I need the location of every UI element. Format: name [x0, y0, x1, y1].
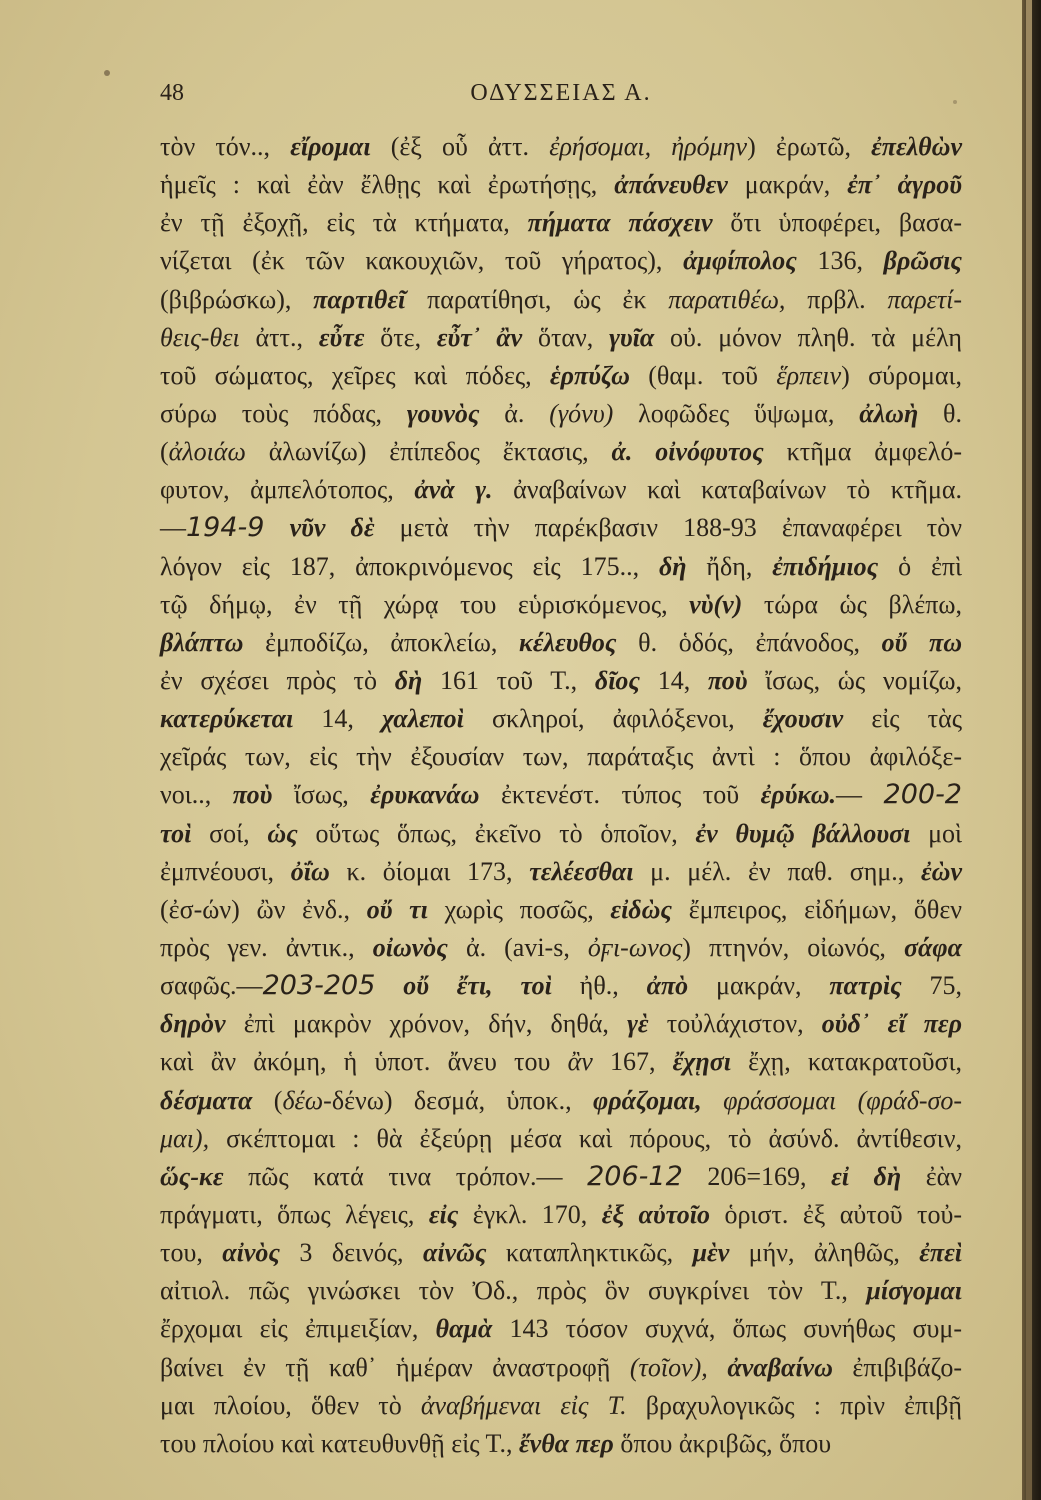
gloss-text: μακράν,	[688, 971, 830, 1001]
gloss-text: θ. ὁδός, ἐπάνοδος,	[616, 627, 882, 657]
lemma: ἐπελθὼν	[871, 132, 963, 161]
gloss-text: κτῆμα ἀμφελό-	[763, 437, 962, 467]
lemma: δέσματα	[160, 1085, 253, 1115]
gloss-text: μαι πλοίου, ὅθεν τὸ	[160, 1390, 421, 1420]
gloss-text: λοφῶδες ὕψωμα,	[613, 398, 860, 428]
lemma: γουνὸς	[406, 398, 480, 428]
text-line	[160, 1005, 962, 1043]
text-line	[160, 891, 962, 929]
lemma: ἐὼν	[921, 856, 963, 886]
running-title: ΟΔΥΣΣΕΙΑΣ Α.	[470, 80, 652, 106]
gloss-text	[375, 971, 403, 1000]
gloss-text: —	[160, 513, 186, 543]
gloss-text: σκέπτομαι : θὰ ἐξεύρῃ μέσα καὶ πόρους, τὸ ἀσύνδ. ἀντίθεσιν,	[209, 1123, 962, 1153]
gloss-text: 75,	[901, 971, 963, 1001]
gloss-text: ἕρπειν	[776, 360, 842, 390]
gloss-text: μ. μέλ. ἐν παθ. σημ.,	[633, 856, 921, 886]
gloss-text: ὀϝι-ωνος	[587, 932, 683, 962]
gloss-text: παρετί-	[887, 284, 963, 314]
lemma: ἐπεὶ	[919, 1238, 962, 1268]
gloss-text	[264, 513, 289, 542]
lemma: νῦν δὲ	[289, 513, 375, 543]
gloss-text: τοὐλάχιστον,	[648, 1009, 822, 1039]
lemma: ποὺ	[232, 780, 273, 810]
lemma: οὔ τι	[366, 894, 428, 924]
lemma: αἰνὸς	[222, 1238, 280, 1268]
verse-reference: 206-12	[587, 1160, 683, 1192]
text-line	[160, 1310, 962, 1348]
text-line	[160, 700, 962, 738]
gloss-text: νοι..,	[160, 780, 233, 810]
gloss-text: (θαμ. τοῦ	[629, 360, 777, 390]
gloss-text	[702, 1086, 723, 1115]
text-line	[160, 586, 962, 624]
lemma: ἀ. οἰνόφυτος	[611, 437, 764, 467]
verse-reference: 200-2	[883, 779, 962, 811]
text-line	[160, 281, 962, 319]
gloss-text: (ἐσ-ών) ὢν ἐνδ.,	[160, 894, 367, 924]
gloss-text: ἐν σχέσει πρὸς τὸ	[160, 665, 395, 695]
lemma: αἰνῶς	[422, 1238, 487, 1268]
gloss-text: (βιβρώσκω),	[160, 284, 314, 314]
lemma: βλάπτω	[160, 627, 244, 657]
lemma: κατερύκεται	[160, 704, 294, 734]
book-spine	[1022, 0, 1041, 1500]
gloss-text: καὶ ἂν ἀκόμη, ἡ ὑποτ. ἄνευ του	[160, 1047, 568, 1077]
gloss-text: ἐκτενέστ. τύπος τοῦ	[479, 780, 761, 810]
lemma: ὀΐω	[290, 856, 330, 886]
gloss-text: ἐν τῇ ἐξοχῇ, εἰς τὰ κτήματα,	[160, 208, 528, 238]
gloss-text	[708, 1353, 728, 1382]
gloss-text: ὁ ἐπὶ	[878, 551, 962, 581]
text-line	[160, 1272, 962, 1310]
gloss-text: φράσσομαι (φράδ-σο-	[723, 1085, 962, 1115]
text-line	[160, 815, 962, 853]
gloss-text: ἐμποδίζω, ἀποκλείω,	[243, 627, 520, 657]
gloss-text: θεις-θει	[160, 322, 240, 352]
lemma: βρῶσις	[883, 246, 962, 276]
gloss-text: ἀλοιάω	[168, 437, 246, 467]
page-number: 48	[160, 80, 184, 106]
lemma: οὐδ᾽ εἴ περ	[821, 1009, 962, 1039]
text-line	[160, 395, 962, 433]
text-line	[160, 548, 962, 586]
gloss-text: 206=169,	[682, 1161, 832, 1191]
lemma: γυῖα	[609, 322, 655, 352]
lemma: χαλεποὶ	[381, 704, 464, 734]
lemma: φράζομαι,	[593, 1085, 702, 1115]
gloss-text: πρὸς γεν. ἀντικ.,	[160, 932, 373, 962]
lemma: ἀνὰ γ.	[414, 475, 493, 505]
gloss-text: του πλοίου καὶ κατευθυνθῇ εἰς Τ.,	[160, 1428, 519, 1458]
gloss-text: ἀ. (avi-s,	[447, 932, 588, 962]
gloss-text: μαι),	[160, 1123, 210, 1153]
gloss-text: ὁριστ. ἐξ αὐτοῦ τοὐ-	[710, 1199, 962, 1229]
gloss-text: ἀττ.,	[239, 322, 319, 352]
gloss-text: 161 τοῦ Τ.,	[422, 665, 595, 695]
lemma: ἐρύκω.	[760, 780, 837, 810]
gloss-text: ἂν	[567, 1047, 593, 1077]
gloss-text: του,	[160, 1238, 223, 1268]
lemma: ἐν θυμῷ βάλλουσι	[695, 818, 911, 848]
gloss-text: ὅπου ἀκριβῶς, ὅπου	[613, 1428, 832, 1458]
gloss-text: πῶς κατά τινα τρόπον.—	[223, 1161, 588, 1191]
gloss-text: παρατιθέω,	[668, 284, 786, 314]
gloss-text: καταπληκτικῶς,	[486, 1238, 693, 1268]
gloss-text: ἀ.	[479, 398, 550, 428]
lemma: τελέεσθαι	[529, 856, 634, 886]
gloss-text: 136,	[796, 246, 884, 276]
gloss-text: βαίνει ἐν τῇ καθ᾽ ἡμέραν ἀναστροφῇ	[160, 1352, 630, 1382]
lemma: ἔχουσιν	[762, 704, 844, 734]
lemma: οὔ πω	[881, 627, 962, 657]
verse-reference: 203-205	[262, 970, 376, 1002]
lemma: ἀπάνευθεν	[614, 170, 728, 200]
gloss-text: (	[160, 437, 169, 467]
gloss-text: ἐγκλ. 170,	[458, 1199, 602, 1229]
gloss-text: ἴσως,	[272, 780, 371, 810]
gloss-text: θ.	[918, 398, 962, 428]
gloss-text: (	[252, 1085, 283, 1115]
text-line	[160, 1196, 962, 1234]
text-line	[160, 929, 962, 967]
lemma: δηρὸν	[160, 1009, 226, 1039]
gloss-text: 3 δεινός,	[280, 1238, 423, 1268]
lemma: ἀναβαίνω	[727, 1352, 833, 1382]
lemma: εἰδὼς	[610, 894, 673, 924]
lemma: ἑρπύζω	[549, 360, 630, 390]
gloss-text: (γόνυ)	[549, 398, 614, 428]
gloss-text: ἡμεῖς : καὶ ἐὰν ἔλθῃς καὶ ἐρωτήσῃς,	[160, 170, 615, 200]
text-line	[160, 853, 962, 891]
verse-reference: 194-9	[186, 512, 265, 544]
lemma: ἀπὸ	[646, 971, 689, 1001]
text-line	[160, 471, 962, 509]
gloss-text: χωρὶς ποσῶς,	[427, 894, 611, 924]
lemma: δῖος	[594, 665, 641, 695]
gloss-text: ὅτι ὑποφέρει, βασα-	[712, 208, 962, 238]
gloss-text: τώρα ὡς βλέπω,	[742, 589, 962, 619]
lemma: πατρὶς	[829, 971, 902, 1001]
lemma: οἰωνὸς	[372, 932, 448, 962]
gloss-text: (τοῖον),	[629, 1352, 708, 1382]
text-line	[160, 1387, 962, 1425]
gloss-text: παρατίθησι, ὡς ἐκ	[405, 284, 669, 314]
gloss-text: ἀναβαίνων καὶ καταβαίνων τὸ κτῆμα.	[492, 475, 963, 505]
gloss-text: ἐὰν	[901, 1161, 962, 1191]
lemma: εἰ δὴ	[831, 1161, 902, 1191]
gloss-text: τὸν τόν..,	[160, 132, 291, 161]
text-line	[160, 319, 962, 357]
gloss-text: λόγον εἰς 187, ἀποκρινόμενος εἰς 175..,	[160, 551, 659, 581]
gloss-text: ἔχῃ, κατακρατοῦσι,	[730, 1047, 963, 1077]
lemma: εὖτ᾽ ἂν	[436, 322, 523, 352]
gloss-text: οὕτως ὅπως, ἐκεῖνο τὸ ὁποῖον,	[297, 818, 696, 848]
gloss-text: ἐπιβιβάζο-	[832, 1352, 962, 1382]
gloss-text: 14,	[640, 665, 708, 695]
text-line	[160, 1120, 962, 1158]
gloss-text: μετὰ τὴν παρέκβασιν 188-93 ἐπαναφέρει τὸν	[374, 513, 963, 543]
lemma: δὴ	[658, 551, 687, 581]
gloss-text: βραχυλογικῶς : πρὶν ἐπιβῇ	[626, 1390, 963, 1420]
lemma: ὡς	[267, 818, 298, 848]
lemma: ἀλωὴ	[859, 398, 919, 428]
paper-speck	[104, 70, 110, 76]
gloss-text: οὐ. μόνον πληθ. τὰ μέλη	[654, 322, 962, 352]
gloss-text: ἴσως, ὡς νομίζω,	[747, 665, 963, 695]
lemma: οὔ ἔτι, τοὶ	[403, 971, 552, 1001]
gloss-text: ἔμπειρος, εἰδήμων, ὅθεν	[672, 894, 962, 924]
gloss-text: σκληροί, ἀφιλόξενοι,	[463, 704, 763, 734]
lemma: εἰς	[428, 1199, 459, 1229]
lemma: κέλευθος	[519, 627, 617, 657]
text-line	[160, 1234, 962, 1272]
lemma: πήματα πάσχειν	[527, 208, 713, 238]
text-line	[160, 1043, 962, 1081]
gloss-text: -δένω) δεσμά, ὑποκ.,	[323, 1085, 594, 1115]
lemma: γὲ	[627, 1009, 649, 1039]
lemma: μὲν	[692, 1238, 730, 1268]
text-line	[160, 1349, 962, 1387]
text-line	[160, 242, 962, 280]
gloss-text: ὅτε,	[364, 322, 437, 352]
gloss-text: πράγματι, ὅπως λέγεις,	[160, 1199, 429, 1229]
text-line	[160, 1158, 962, 1196]
text-line	[160, 776, 962, 814]
text-line	[160, 204, 962, 242]
text-line	[160, 166, 962, 204]
gloss-text: 143 τόσον συχνά, ὅπως συνήθως συμ-	[492, 1314, 963, 1344]
gloss-text: σοί,	[191, 818, 268, 848]
gloss-text: μακράν,	[727, 170, 848, 200]
lemma: σάφα	[904, 932, 962, 962]
lemma: ἐρυκανάω	[370, 780, 480, 810]
gloss-text: (ἐξ οὗ ἀττ.	[370, 132, 550, 161]
gloss-text: δέω	[282, 1085, 324, 1115]
lemma: τοὶ	[160, 818, 192, 848]
gloss-text: ἀλωνίζω) ἐπίπεδος ἔκτασις,	[245, 437, 612, 467]
lemma: θαμὰ	[435, 1314, 493, 1344]
text-line	[160, 357, 962, 395]
lemma: δὴ	[394, 665, 423, 695]
text-line	[160, 624, 962, 662]
gloss-text: ἤδη,	[686, 551, 773, 581]
paper-speck	[953, 100, 957, 104]
gloss-text: μοὶ	[910, 818, 963, 848]
gloss-text: ἀναβήμεναι εἰς Τ.	[420, 1390, 627, 1420]
text-line	[160, 967, 962, 1005]
gloss-text: τοῦ σώματος, χεῖρες καὶ πόδες,	[160, 360, 550, 390]
lemma: ἐξ αὐτοῖο	[601, 1199, 711, 1229]
gloss-text: ὅταν,	[522, 322, 610, 352]
lemma: μίσγομαι	[866, 1276, 962, 1306]
lemma: εὖτε	[318, 322, 365, 352]
text-line	[160, 433, 962, 471]
text-line	[160, 1425, 962, 1463]
gloss-text: σύρω τοὺς πόδας,	[160, 398, 407, 428]
text-line	[160, 509, 962, 547]
gloss-text: —	[836, 780, 884, 810]
gloss-text: τῷ δήμῳ, ἐν τῇ χώρᾳ του εὑρισκόμενος,	[160, 589, 690, 619]
gloss-text: ἐμπνέουσι,	[160, 856, 291, 886]
gloss-text: μήν, ἀληθῶς,	[729, 1238, 920, 1268]
gloss-text: ) σύρομαι,	[841, 360, 963, 390]
lemma: ἔχῃσι	[672, 1047, 731, 1077]
gloss-text: ) ἐρωτῶ,	[747, 132, 872, 161]
gloss-text: ἐρήσομαι, ἠρόμην	[549, 132, 748, 161]
gloss-text: ἔρχομαι εἰς ἐπιμειξίαν,	[160, 1314, 436, 1344]
lemma: νὺ(ν)	[689, 589, 743, 619]
gloss-text: ) πτηνόν, οἰωνός,	[682, 932, 904, 962]
commentary-text	[160, 128, 962, 1463]
lemma: ἐπιδήμιος	[772, 551, 879, 581]
text-line	[160, 738, 962, 776]
lemma: ἐπ᾽ ἀγροῦ	[847, 170, 963, 200]
lemma: ἀμφίπολος	[683, 246, 797, 276]
lemma: ποὺ	[707, 665, 748, 695]
gloss-text: πρβλ.	[785, 284, 888, 314]
gloss-text: εἰς τὰς	[843, 704, 963, 734]
gloss-text: νίζεται (ἐκ τῶν κακουχιῶν, τοῦ γήρατος),	[160, 246, 684, 276]
lemma: παρτιθεῖ	[313, 284, 406, 314]
gloss-text: ἠθ.,	[551, 971, 647, 1001]
gloss-text: 167,	[592, 1047, 673, 1077]
lemma: εἴρομαι	[290, 132, 371, 161]
lemma: ἔνθα περ	[518, 1428, 614, 1458]
gloss-text: χεῖράς των, εἰς τὴν ἐξουσίαν των, παράταξις ἀντὶ : ὅπου ἀφιλόξε-	[160, 742, 962, 772]
running-head	[160, 80, 962, 114]
gloss-text: αἰτιολ. πῶς γινώσκει τὸν Ὀδ., πρὸς ὃν συγκρίνει τὸν Τ.,	[160, 1276, 867, 1306]
text-line	[160, 128, 962, 166]
lemma: ὥς-κε	[160, 1161, 224, 1191]
gloss-text: σαφῶς.—	[160, 971, 263, 1001]
text-line	[160, 1082, 962, 1120]
text-line	[160, 662, 962, 700]
gloss-text: 14,	[293, 704, 382, 734]
gloss-text: κ. ὀίομαι 173,	[329, 856, 530, 886]
gloss-text: φυτον, ἀμπελότοπος,	[160, 475, 415, 505]
gloss-text: ἐπὶ μακρὸν χρόνον, δήν, δηθά,	[225, 1009, 628, 1039]
